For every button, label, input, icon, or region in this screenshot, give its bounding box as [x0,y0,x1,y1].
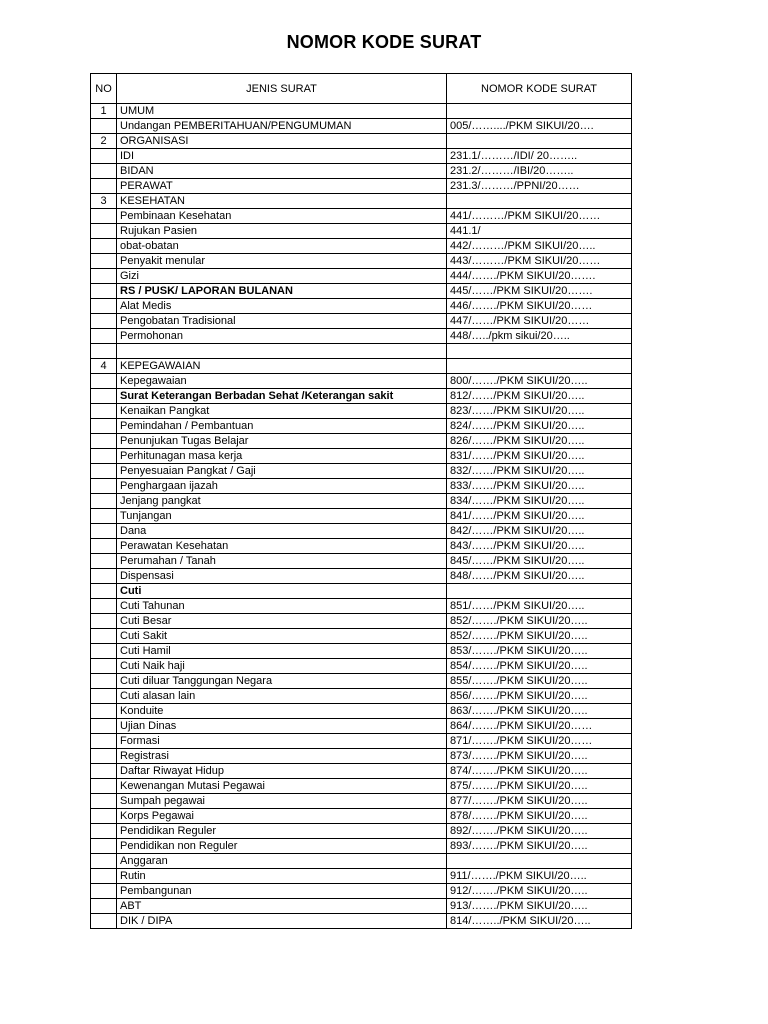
table-row [91,269,632,284]
table-row [91,734,632,749]
letter-type-cell: Cuti Besar [117,614,447,629]
row-number-cell [91,779,117,794]
letter-code-cell [447,584,632,599]
letter-code-cell: 853/……./PKM SIKUI/20….. [447,644,632,659]
table-row [91,569,632,584]
letter-code-cell: 231.3/………/PPNI/20…… [447,179,632,194]
table-row [91,419,632,434]
row-number-cell [91,209,117,224]
table-row [91,449,632,464]
letter-type-cell: Dispensasi [117,569,447,584]
letter-code-cell: 841/……/PKM SIKUI/20….. [447,509,632,524]
letter-code-cell: 845/……/PKM SIKUI/20….. [447,554,632,569]
row-number-cell [91,374,117,389]
letter-code-cell: 893/……./PKM SIKUI/20….. [447,839,632,854]
row-number-cell [91,254,117,269]
row-number-cell [91,449,117,464]
letter-type-cell: Pembinaan Kesehatan [117,209,447,224]
letter-type-cell: Cuti [117,584,447,599]
letter-code-cell: 874/……./PKM SIKUI/20….. [447,764,632,779]
letter-type-cell: Kepegawaian [117,374,447,389]
row-number-cell [91,284,117,299]
letter-type-cell: Dana [117,524,447,539]
letter-code-cell: 855/……./PKM SIKUI/20….. [447,674,632,689]
table-row [91,809,632,824]
row-number-cell [91,269,117,284]
letter-code-cell: 833/……/PKM SIKUI/20….. [447,479,632,494]
table-row [91,179,632,194]
table-row [91,614,632,629]
letter-type-cell: Konduite [117,704,447,719]
table-row [91,284,632,299]
letter-code-cell: 826/……/PKM SIKUI/20….. [447,434,632,449]
letter-type-cell: Gizi [117,269,447,284]
letter-code-cell [447,194,632,209]
table-row [91,209,632,224]
letter-type-cell: Pendidikan non Reguler [117,839,447,854]
table-row [91,689,632,704]
row-number-cell [91,914,117,929]
table-row [91,464,632,479]
letter-code-cell [447,344,632,359]
row-number-cell [91,899,117,914]
letter-code-cell: 441.1/ [447,224,632,239]
row-number-cell [91,734,117,749]
letter-code-cell: 848/……/PKM SIKUI/20….. [447,569,632,584]
row-number-cell [91,569,117,584]
table-row [91,224,632,239]
letter-code-cell: 441/………/PKM SIKUI/20…… [447,209,632,224]
table-row [91,554,632,569]
letter-code-cell: 005/……..../PKM SIKUI/20…. [447,119,632,134]
table-row [91,104,632,119]
letter-type-cell: Penyesuaian Pangkat / Gaji [117,464,447,479]
row-number-cell [91,404,117,419]
letter-code-cell: 444/……./PKM SIKUI/20……. [447,269,632,284]
row-number-cell: 4 [91,359,117,374]
table-row [91,374,632,389]
letter-type-cell: Tunjangan [117,509,447,524]
row-number-cell [91,164,117,179]
letter-code-cell: 443/………/PKM SIKUI/20…… [447,254,632,269]
row-number-cell: 3 [91,194,117,209]
letter-type-cell: Cuti alasan lain [117,689,447,704]
letter-code-cell: 842/……/PKM SIKUI/20….. [447,524,632,539]
table-row [91,194,632,209]
table-row [91,824,632,839]
table-row [91,659,632,674]
row-number-cell: 1 [91,104,117,119]
letter-code-cell: 231.2/………/IBI/20…….. [447,164,632,179]
letter-type-cell: Pemindahan / Pembantuan [117,419,447,434]
letter-code-cell: 873/……./PKM SIKUI/20….. [447,749,632,764]
letter-type-cell: KESEHATAN [117,194,447,209]
table-row [91,389,632,404]
letter-type-cell: Jenjang pangkat [117,494,447,509]
row-number-cell [91,824,117,839]
letter-code-cell: 913/……./PKM SIKUI/20….. [447,899,632,914]
row-number-cell [91,854,117,869]
letter-code-cell: 863/……./PKM SIKUI/20….. [447,704,632,719]
letter-type-cell: Surat Keterangan Berbadan Sehat /Keterangan sakit [117,389,447,404]
letter-code-cell: 834/……/PKM SIKUI/20….. [447,494,632,509]
table-row [91,584,632,599]
header-jenis-surat: JENIS SURAT [117,74,447,104]
letter-type-cell: Registrasi [117,749,447,764]
row-number-cell [91,794,117,809]
letter-type-cell: KEPEGAWAIAN [117,359,447,374]
letter-type-cell: obat-obatan [117,239,447,254]
letter-type-cell: DIK / DIPA [117,914,447,929]
row-number-cell [91,299,117,314]
header-nomor-kode-surat: NOMOR KODE SURAT [447,74,632,104]
letter-code-cell [447,359,632,374]
letter-type-cell: Perawatan Kesehatan [117,539,447,554]
table-row [91,164,632,179]
table-row [91,254,632,269]
letter-code-cell: 852/……./PKM SIKUI/20….. [447,629,632,644]
table-row [91,359,632,374]
letter-code-cell: 877/……./PKM SIKUI/20….. [447,794,632,809]
row-number-cell [91,149,117,164]
letter-code-cell: 823/……/PKM SIKUI/20….. [447,404,632,419]
letter-code-cell: 824/……/PKM SIKUI/20….. [447,419,632,434]
row-number-cell [91,614,117,629]
row-number-cell [91,419,117,434]
letter-code-cell: 814/……../PKM SIKUI/20….. [447,914,632,929]
row-number-cell [91,839,117,854]
letter-type-cell: Daftar Riwayat Hidup [117,764,447,779]
row-number-cell [91,674,117,689]
letter-type-cell: Cuti Sakit [117,629,447,644]
table-row [91,779,632,794]
document-title: NOMOR KODE SURAT [286,32,482,52]
header-no: NO [91,74,117,104]
table-row [91,629,632,644]
letter-type-cell: Penghargaan ijazah [117,479,447,494]
row-number-cell [91,329,117,344]
letter-type-cell: ABT [117,899,447,914]
letter-code-cell: 446/……./PKM SIKUI/20…… [447,299,632,314]
letter-code-cell: 851/……/PKM SIKUI/20….. [447,599,632,614]
row-number-cell: 2 [91,134,117,149]
row-number-cell [91,749,117,764]
letter-type-cell: IDI [117,149,447,164]
letter-code-cell [447,104,632,119]
table-row [91,494,632,509]
letter-type-cell: Penyakit menular [117,254,447,269]
letter-type-cell: Cuti Tahunan [117,599,447,614]
row-number-cell [91,314,117,329]
letter-type-cell: BIDAN [117,164,447,179]
letter-type-cell: Pengobatan Tradisional [117,314,447,329]
letter-type-cell: Ujian Dinas [117,719,447,734]
row-number-cell [91,704,117,719]
letter-type-cell: Korps Pegawai [117,809,447,824]
table-row [91,434,632,449]
letter-type-cell: Pendidikan Reguler [117,824,447,839]
letter-type-cell: Permohonan [117,329,447,344]
table-header-row [91,74,632,104]
table-row [91,134,632,149]
letter-type-cell: Rujukan Pasien [117,224,447,239]
letter-code-cell: 892/……./PKM SIKUI/20….. [447,824,632,839]
row-number-cell [91,644,117,659]
row-number-cell [91,434,117,449]
row-number-cell [91,119,117,134]
table-row [91,764,632,779]
table-body [91,104,632,929]
row-number-cell [91,224,117,239]
letter-code-cell: 442/………/PKM SIKUI/20….. [447,239,632,254]
row-number-cell [91,344,117,359]
letter-code-cell: 445/……/PKM SIKUI/20……. [447,284,632,299]
letter-code-cell: 231.1/………/IDI/ 20…….. [447,149,632,164]
letter-type-cell: Perhitunagan masa kerja [117,449,447,464]
table-row [91,479,632,494]
letter-code-cell: 911/……./PKM SIKUI/20….. [447,869,632,884]
table-row [91,524,632,539]
row-number-cell [91,629,117,644]
letter-type-cell: Pembangunan [117,884,447,899]
letter-code-cell: 831/……/PKM SIKUI/20….. [447,449,632,464]
letter-code-cell: 854/……./PKM SIKUI/20….. [447,659,632,674]
letter-type-cell: Cuti Naik haji [117,659,447,674]
letter-code-cell: 812/……/PKM SIKUI/20….. [447,389,632,404]
row-number-cell [91,554,117,569]
table-row [91,869,632,884]
row-number-cell [91,884,117,899]
table-row [91,239,632,254]
letter-type-cell: PERAWAT [117,179,447,194]
table-row [91,914,632,929]
row-number-cell [91,524,117,539]
table-row [91,299,632,314]
table-row [91,314,632,329]
letter-code-cell: 447/……/PKM SIKUI/20…… [447,314,632,329]
table-row [91,884,632,899]
table-row [91,839,632,854]
table-row [91,599,632,614]
row-number-cell [91,809,117,824]
letter-type-cell: UMUM [117,104,447,119]
letter-code-cell [447,854,632,869]
row-number-cell [91,599,117,614]
row-number-cell [91,509,117,524]
letter-code-cell: 912/……./PKM SIKUI/20….. [447,884,632,899]
letter-type-cell: ORGANISASI [117,134,447,149]
letter-code-cell: 832/……/PKM SIKUI/20….. [447,464,632,479]
table-row [91,539,632,554]
table-row [91,509,632,524]
table-row [91,794,632,809]
letter-type-cell [117,344,447,359]
row-number-cell [91,389,117,404]
letter-type-cell: Cuti Hamil [117,644,447,659]
table-row [91,329,632,344]
row-number-cell [91,494,117,509]
letter-code-cell: 856/……./PKM SIKUI/20….. [447,689,632,704]
row-number-cell [91,719,117,734]
letter-code-table [90,73,632,929]
table-row [91,719,632,734]
letter-type-cell: Sumpah pegawai [117,794,447,809]
row-number-cell [91,539,117,554]
table-row [91,704,632,719]
row-number-cell [91,479,117,494]
table-row [91,674,632,689]
letter-code-cell: 852/……./PKM SIKUI/20….. [447,614,632,629]
table-row [91,404,632,419]
letter-type-cell: Cuti diluar Tanggungan Negara [117,674,447,689]
letter-type-cell: Anggaran [117,854,447,869]
letter-type-cell: Alat Medis [117,299,447,314]
row-number-cell [91,584,117,599]
table-row [91,149,632,164]
letter-type-cell: Perumahan / Tanah [117,554,447,569]
letter-type-cell: Kenaikan Pangkat [117,404,447,419]
row-number-cell [91,869,117,884]
letter-type-cell: RS / PUSK/ LAPORAN BULANAN [117,284,447,299]
letter-type-cell: Undangan PEMBERITAHUAN/PENGUMUMAN [117,119,447,134]
letter-code-cell: 843/……/PKM SIKUI/20….. [447,539,632,554]
letter-code-cell [447,134,632,149]
row-number-cell [91,464,117,479]
letter-type-cell: Formasi [117,734,447,749]
row-number-cell [91,689,117,704]
row-number-cell [91,659,117,674]
table-row [91,119,632,134]
letter-code-cell: 871/……./PKM SIKUI/20…… [447,734,632,749]
table-row [91,344,632,359]
letter-code-cell: 878/……./PKM SIKUI/20….. [447,809,632,824]
letter-code-cell: 448/…../pkm sikui/20….. [447,329,632,344]
table-row [91,749,632,764]
row-number-cell [91,179,117,194]
table-row [91,644,632,659]
letter-code-cell: 800/……./PKM SIKUI/20….. [447,374,632,389]
row-number-cell [91,764,117,779]
table-row [91,854,632,869]
letter-type-cell: Penunjukan Tugas Belajar [117,434,447,449]
letter-code-cell: 864/……./PKM SIKUI/20…… [447,719,632,734]
row-number-cell [91,239,117,254]
table-row [91,899,632,914]
letter-type-cell: Kewenangan Mutasi Pegawai [117,779,447,794]
letter-type-cell: Rutin [117,869,447,884]
letter-code-cell: 875/……./PKM SIKUI/20….. [447,779,632,794]
